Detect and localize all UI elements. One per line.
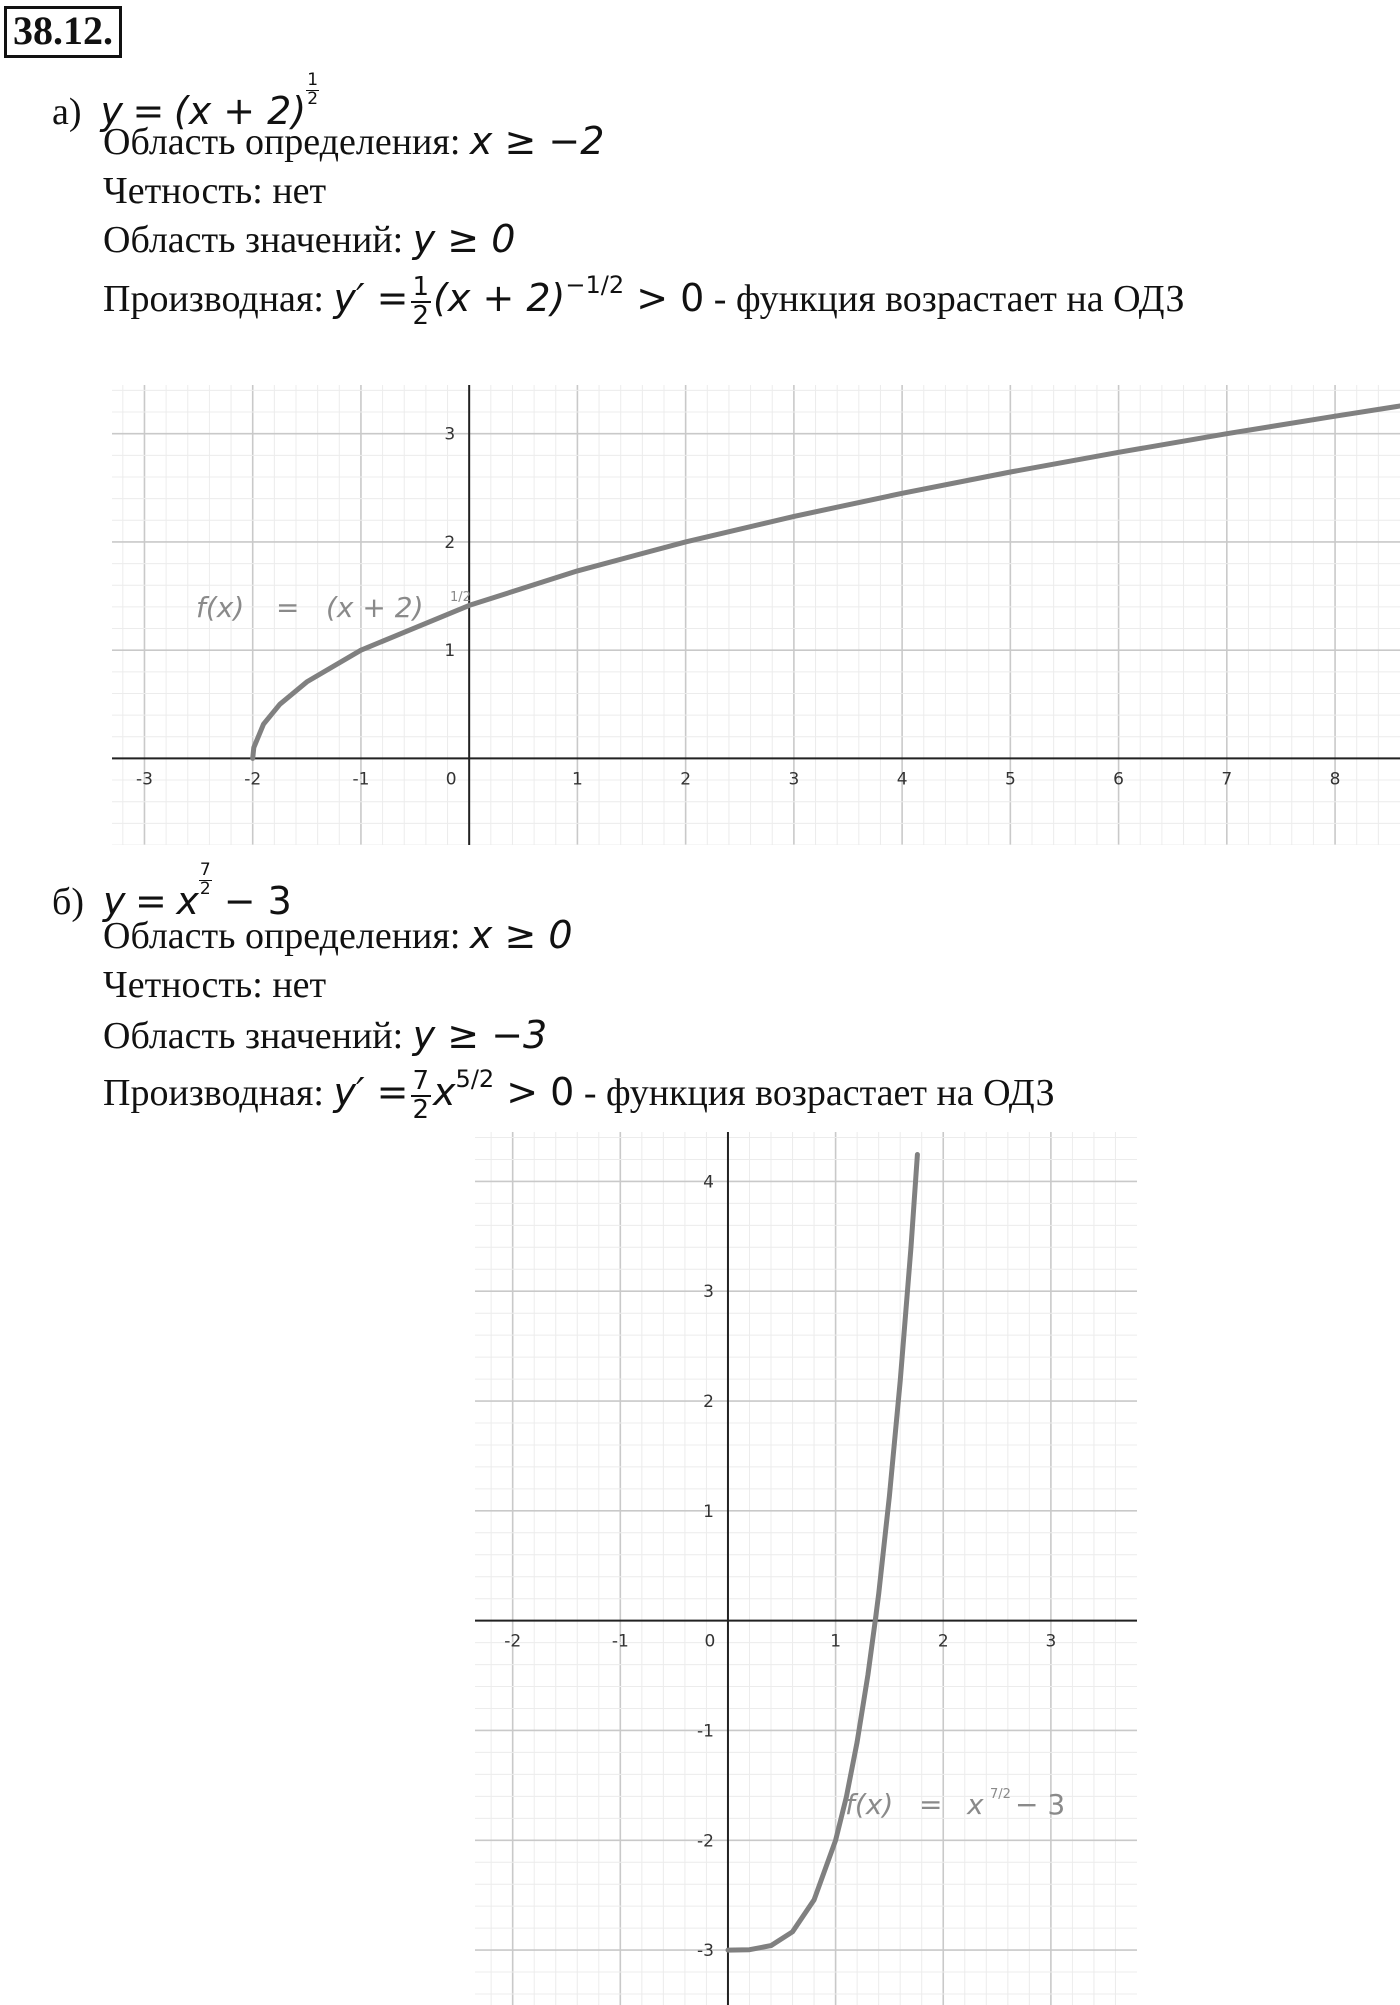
part-a-deriv-num: 1 <box>412 271 430 302</box>
part-a-lhs: y <box>100 88 124 133</box>
part-b-parity-value: нет <box>272 964 327 1006</box>
graph-b-label-expr: x <box>967 1788 984 1821</box>
part-a-domain <box>103 120 604 165</box>
graph-a-xtick-6: 6 <box>1113 769 1125 790</box>
part-b-deriv-fraction <box>411 1065 432 1126</box>
graph-b-grid <box>475 1132 1137 2005</box>
graph-a-ytick-2: 2 <box>444 532 456 553</box>
part-b-derivative <box>103 1066 1055 1125</box>
graph-b-label-fx: f(x) <box>845 1788 894 1821</box>
graph-b-xtick--1: -1 <box>611 1631 629 1652</box>
part-a-parity-label: Четность: <box>103 170 263 212</box>
graph-a-label-expr: (x + 2) <box>326 591 424 624</box>
part-a-derivative <box>103 272 1185 331</box>
graph-b-label-eq: = <box>919 1788 943 1821</box>
graph-b-label-tail: − 3 <box>1015 1788 1066 1821</box>
part-b-exp-den: 2 <box>199 878 211 899</box>
part-b-deriv-exp: 5/2 <box>455 1065 495 1093</box>
part-b-exponent <box>199 862 212 899</box>
part-b-domain-value: x ≥ 0 <box>469 913 573 957</box>
graph-a-label-exp: 1/2 <box>450 590 471 605</box>
part-a-range-label: Область значений: <box>103 219 404 261</box>
part-a-domain-label: Область определения: <box>103 121 461 163</box>
part-b-deriv-den: 2 <box>412 1095 430 1126</box>
graph-a-label-eq: = <box>276 591 300 624</box>
graph-b-ytick--1: -1 <box>697 1721 714 1742</box>
part-b-deriv-note: - функция возрастает на ОДЗ <box>574 1072 1055 1114</box>
graph-a-curve <box>253 406 1400 758</box>
graph-b-xtick--2: -2 <box>504 1631 522 1652</box>
part-b-deriv-lhs: y′ = <box>333 1070 409 1114</box>
graph-a-xtick--3: -3 <box>135 769 153 790</box>
part-a-deriv-cmp: > 0 <box>624 276 705 320</box>
part-a-deriv-lhs: y′ = <box>333 276 409 320</box>
part-b-eq: = <box>135 878 167 923</box>
graph-b-label-exp: 7/2 <box>990 1787 1011 1802</box>
graph-a-xtick-3: 3 <box>788 769 800 790</box>
part-b-exp-num: 7 <box>199 860 211 880</box>
graph-b-xtick-2: 2 <box>937 1631 949 1652</box>
graph-b-ytick-4: 4 <box>703 1172 714 1193</box>
graph-b-function-label <box>845 1787 1065 1821</box>
part-a-domain-value: x ≥ −2 <box>469 119 605 163</box>
graph-a-grid <box>112 385 1400 845</box>
part-a-exp-num: 1 <box>307 70 319 90</box>
part-a-deriv-rest: (x + 2) <box>433 276 566 320</box>
part-a-deriv-label: Производная: <box>103 278 324 320</box>
graph-a-xtick-4: 4 <box>896 769 908 790</box>
part-b-deriv-rest: x <box>433 1070 456 1114</box>
graph-a-xtick--2: -2 <box>244 769 262 790</box>
graph-b-ytick-1: 1 <box>703 1501 714 1522</box>
part-a-parity <box>103 170 326 214</box>
part-b-range <box>103 1014 547 1059</box>
graph-b-xtick-1: 1 <box>830 1631 842 1652</box>
part-a-range-value: y ≥ 0 <box>412 217 516 261</box>
graph-b-ytick-2: 2 <box>703 1392 714 1413</box>
part-b-parity-label: Четность: <box>103 964 263 1006</box>
graph-a-xtick-8: 8 <box>1329 769 1341 790</box>
graph-a-xtick-7: 7 <box>1221 769 1233 790</box>
part-a-deriv-note: - функция возрастает на ОДЗ <box>704 278 1185 320</box>
graph-a-xtick-0: 0 <box>445 769 457 790</box>
graph-b-ytick--2: -2 <box>697 1831 714 1852</box>
part-b-deriv-num: 7 <box>412 1065 430 1096</box>
part-b-base: x <box>176 878 199 923</box>
part-b-domain-label: Область определения: <box>103 915 461 957</box>
part-a-base: (x + 2) <box>173 88 307 133</box>
graph-b-xtick-3: 3 <box>1045 1631 1057 1652</box>
graph-a-xtick-1: 1 <box>571 769 583 790</box>
problem-number: 38.12. <box>4 6 122 58</box>
graph-b-ytick-3: 3 <box>703 1282 714 1303</box>
part-b-tail: − 3 <box>211 878 292 923</box>
graph-b-curve <box>728 1155 917 1951</box>
part-b-range-value: y ≥ −3 <box>412 1013 548 1057</box>
part-b-parity <box>103 964 326 1008</box>
part-b-domain <box>103 914 573 959</box>
part-a-parity-value: нет <box>272 170 327 212</box>
graph-a-xtick-2: 2 <box>680 769 692 790</box>
graph-a-ytick-3: 3 <box>444 424 456 445</box>
part-a-eq: = <box>132 88 165 133</box>
graph-a-xtick--1: -1 <box>352 769 370 790</box>
part-b-label: б) <box>52 880 84 923</box>
part-b-range-label: Область значений: <box>103 1015 404 1057</box>
graph-a-ytick-1: 1 <box>444 641 456 662</box>
part-b-deriv-cmp: > 0 <box>494 1070 575 1114</box>
part-a-deriv-den: 2 <box>412 301 430 332</box>
part-a-exponent <box>306 72 319 109</box>
graph-a-label-fx: f(x) <box>196 591 245 624</box>
part-a-deriv-exp: −1/2 <box>565 271 625 299</box>
part-a-label: а) <box>52 90 82 133</box>
graph-b-xtick-0: 0 <box>704 1631 716 1652</box>
part-b-deriv-label: Производная: <box>103 1072 324 1114</box>
part-a-range <box>103 218 515 263</box>
part-a-exp-den: 2 <box>307 88 319 109</box>
part-a-deriv-fraction <box>411 271 432 332</box>
graph-a-xtick-5: 5 <box>1004 769 1016 790</box>
graph-b-ytick--3: -3 <box>697 1941 714 1962</box>
graph-b <box>475 1132 1137 2005</box>
graph-a <box>112 385 1400 845</box>
part-b-lhs: y <box>103 878 126 923</box>
